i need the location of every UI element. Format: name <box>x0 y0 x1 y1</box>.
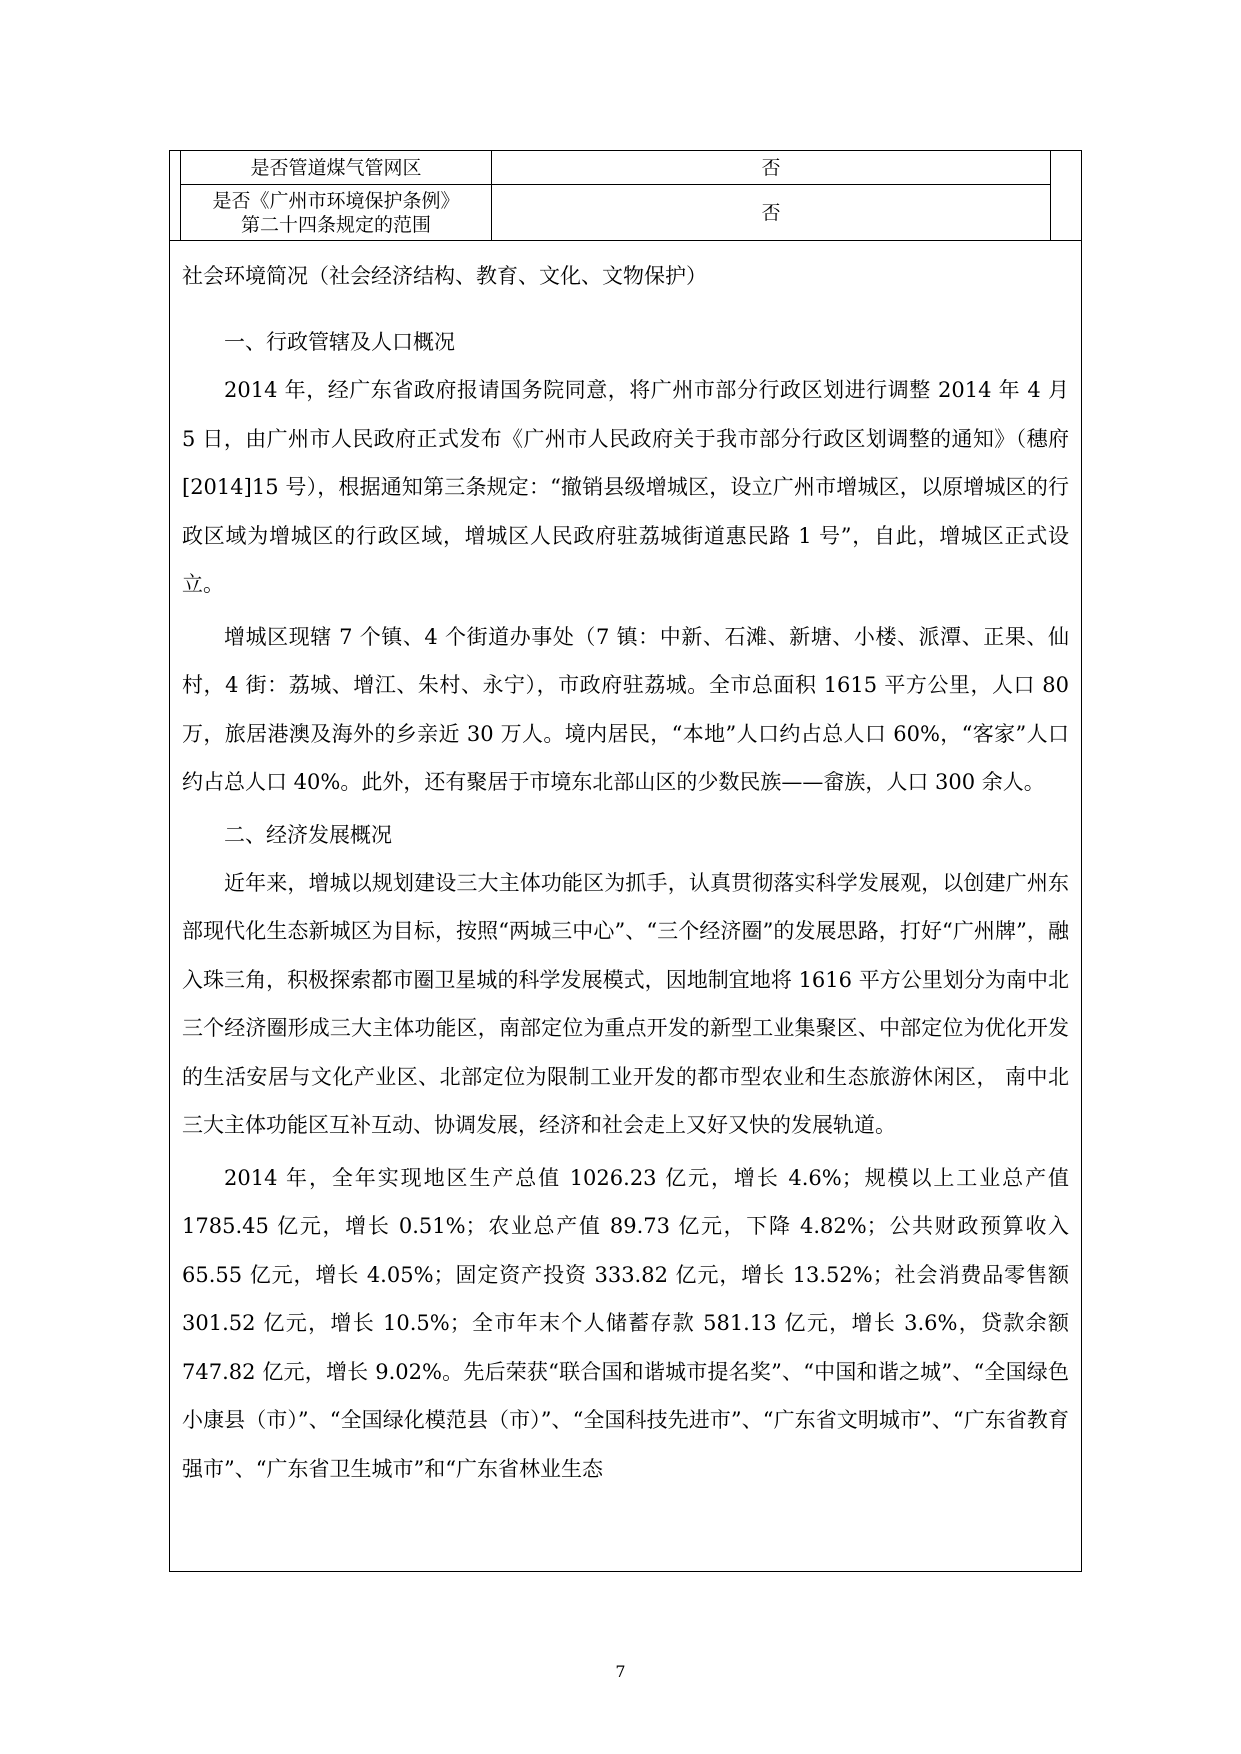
row-label-line: 是否《广州市环境保护条例》 <box>212 189 460 212</box>
row-label <box>181 185 492 241</box>
paragraph: 近年来，增城以规划建设三大主体功能区为抓手，认真贯彻落实科学发展观，以创建广州东部现代化生态新城区为目标，按照“两城三中心”、“三个经济圈”的发展思路，打好“广州牌”，融入珠三角，积极探索都市圈卫星城的科学发展模式，因地制宜地将 1616 平方公里划分为南中北三个经济圈形成三大主体功能区，南部定位为重点开发的新型工业集聚区、中部定位为优化开发的生活安居与文化产业区、北部定位为限制工业开发的都市型农业和生态旅游休闲区， 南中北三大主体功能区互补互动、协调发展，经济和社会走上又好又快的发展轨道。 <box>182 870 1069 1137</box>
section-divider <box>169 240 1082 241</box>
attribute-table <box>180 150 1051 241</box>
page-number: 7 <box>615 1662 626 1681</box>
row-label: 是否管道煤气管网区 <box>181 151 492 185</box>
paragraph: 2014 年，全年实现地区生产总值 1026.23 亿元，增长 4.6%；规模以上工业总产值 1785.45 亿元，增长 0.51%；农业总产值 89.73 亿元，下降 4.82%；公共财政预算收入 65.55 亿元，增长 4.05%；固定资产投资 333.82 亿元，增长 13.52%；社会消费品零售额 301.52 亿元，增长 10.5%；全市年末个人储蓄存款 581.13 亿元，增长 3.6%，贷款余额 747.82 亿元，增长 9.02%。先后荣获“联合国和谐城市提名奖”、“中国和谐之城”、“全国绿色小康县（市）”、“全国绿化模范县（市）”、“全国科技先进市”、“广东省文明城市”、“广东省教育强市”、“广东省卫生城市”和“广东省林业生态 <box>182 1165 1069 1481</box>
paragraph: 2014 年，经广东省政府报请国务院同意，将广州市部分行政区划进行调整 2014 年 4 月 5 日，由广州市人民政府正式发布《广州市人民政府关于我市部分行政区划调整的通知》（穗府[2014]15 号），根据通知第三条规定：“撤销县级增城区，设立广州市增城区，以原增城区的行政区域为增城区的行政区域，增城区人民政府驻荔城街道惠民路 1 号”，自此，增城区正式设立。 <box>182 378 1069 596</box>
row-value: 否 <box>492 151 1051 185</box>
subsection-title-economy: 二、经济发展概况 <box>224 822 392 847</box>
row-label-line: 第二十四条规定的范围 <box>240 213 431 236</box>
table-row <box>181 151 1051 185</box>
subsection-title-administration: 一、行政管辖及人口概况 <box>224 330 455 354</box>
paragraph: 增城区现辖 7 个镇、4 个街道办事处（7 镇：中新、石滩、新塘、小楼、派潭、正果、仙村，4 街：荔城、增江、朱村、永宁），市政府驻荔城。全市总面积 1615 平方公里，人口 80 万，旅居港澳及海外的乡亲近 30 万人。境内居民，“本地”人口约占总人口 60%，“客家”人口约占总人口 40%。此外，还有聚居于市境东北部山区的少数民族——畲族，人口 300 余人。 <box>182 624 1069 794</box>
social-environment-section <box>182 252 1069 1497</box>
row-value: 否 <box>492 185 1051 241</box>
section-title: 社会环境简况（社会经济结构、教育、文化、文物保护） <box>182 264 707 288</box>
table-row <box>181 185 1051 241</box>
